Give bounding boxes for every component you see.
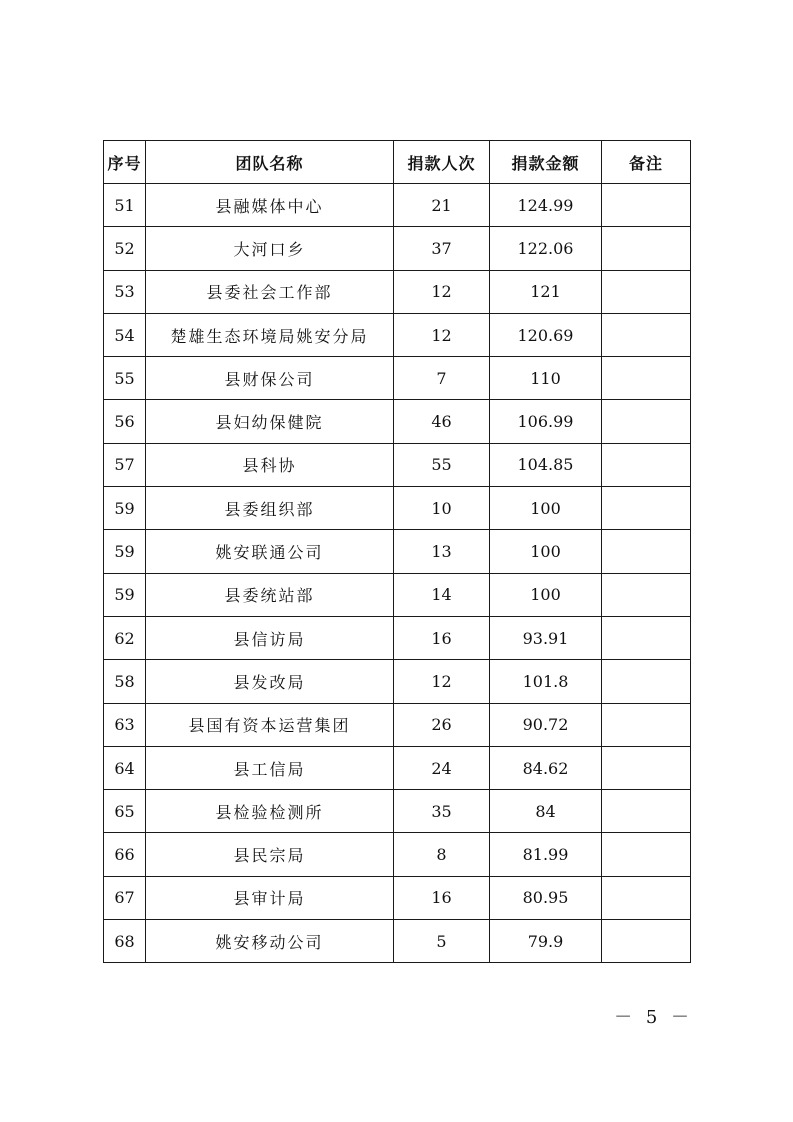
cell-no: 53: [104, 270, 146, 313]
table-row: [104, 443, 691, 486]
table-row: [104, 313, 691, 356]
cell-remarks: [602, 833, 691, 876]
cell-donation-amount: 84.62: [490, 746, 602, 789]
cell-donor-count: 16: [394, 616, 490, 659]
table-body: [104, 184, 691, 963]
cell-no: 64: [104, 746, 146, 789]
table-row: [104, 487, 691, 530]
cell-no: 65: [104, 790, 146, 833]
cell-donation-amount: 110: [490, 357, 602, 400]
cell-donor-count: 12: [394, 270, 490, 313]
table-row: [104, 746, 691, 789]
cell-no: 58: [104, 660, 146, 703]
cell-donor-count: 7: [394, 357, 490, 400]
table-row: [104, 920, 691, 963]
cell-team-name: 县信访局: [146, 616, 394, 659]
cell-team-name: 县财保公司: [146, 357, 394, 400]
cell-no: 63: [104, 703, 146, 746]
cell-donation-amount: 93.91: [490, 616, 602, 659]
cell-no: 68: [104, 920, 146, 963]
cell-no: 51: [104, 184, 146, 227]
cell-donation-amount: 81.99: [490, 833, 602, 876]
cell-remarks: [602, 746, 691, 789]
cell-remarks: [602, 270, 691, 313]
cell-remarks: [602, 616, 691, 659]
cell-no: 62: [104, 616, 146, 659]
page-number: － 5 －: [614, 1007, 693, 1028]
cell-team-name: 县民宗局: [146, 833, 394, 876]
cell-remarks: [602, 487, 691, 530]
table-row: [104, 357, 691, 400]
cell-team-name: 县委社会工作部: [146, 270, 394, 313]
cell-remarks: [602, 920, 691, 963]
cell-donation-amount: 80.95: [490, 876, 602, 919]
cell-remarks: [602, 357, 691, 400]
table-row: [104, 616, 691, 659]
cell-team-name: 大河口乡: [146, 227, 394, 270]
table-row: [104, 790, 691, 833]
cell-remarks: [602, 790, 691, 833]
cell-remarks: [602, 227, 691, 270]
table-row: [104, 530, 691, 573]
cell-remarks: [602, 573, 691, 616]
cell-donation-amount: 79.9: [490, 920, 602, 963]
cell-donation-amount: 106.99: [490, 400, 602, 443]
cell-donation-amount: 101.8: [490, 660, 602, 703]
table-row: [104, 660, 691, 703]
cell-donation-amount: 124.99: [490, 184, 602, 227]
cell-remarks: [602, 184, 691, 227]
donation-table: [103, 140, 691, 963]
table-row: [104, 184, 691, 227]
cell-team-name: 县妇幼保健院: [146, 400, 394, 443]
table-row: [104, 703, 691, 746]
cell-team-name: 县审计局: [146, 876, 394, 919]
cell-team-name: 县发改局: [146, 660, 394, 703]
cell-donor-count: 16: [394, 876, 490, 919]
table-row: [104, 270, 691, 313]
cell-team-name: 县检验检测所: [146, 790, 394, 833]
cell-donor-count: 13: [394, 530, 490, 573]
cell-donor-count: 14: [394, 573, 490, 616]
cell-no: 59: [104, 573, 146, 616]
cell-donor-count: 26: [394, 703, 490, 746]
cell-donation-amount: 100: [490, 573, 602, 616]
cell-no: 56: [104, 400, 146, 443]
cell-donation-amount: 120.69: [490, 313, 602, 356]
cell-donor-count: 46: [394, 400, 490, 443]
header-donation-amount: 捐款金额: [490, 141, 602, 184]
cell-remarks: [602, 660, 691, 703]
cell-donation-amount: 100: [490, 530, 602, 573]
cell-no: 66: [104, 833, 146, 876]
cell-donor-count: 35: [394, 790, 490, 833]
cell-no: 57: [104, 443, 146, 486]
header-remarks: 备注: [602, 141, 691, 184]
cell-donor-count: 37: [394, 227, 490, 270]
cell-donor-count: 5: [394, 920, 490, 963]
cell-remarks: [602, 400, 691, 443]
cell-donation-amount: 100: [490, 487, 602, 530]
cell-donation-amount: 121: [490, 270, 602, 313]
cell-team-name: 县科协: [146, 443, 394, 486]
cell-remarks: [602, 313, 691, 356]
table-row: [104, 833, 691, 876]
cell-team-name: 姚安联通公司: [146, 530, 394, 573]
cell-team-name: 县国有资本运营集团: [146, 703, 394, 746]
cell-donor-count: 55: [394, 443, 490, 486]
table-row: [104, 400, 691, 443]
header-team-name: 团队名称: [146, 141, 394, 184]
cell-donation-amount: 122.06: [490, 227, 602, 270]
cell-donor-count: 21: [394, 184, 490, 227]
cell-team-name: 楚雄生态环境局姚安分局: [146, 313, 394, 356]
header-donor-count: 捐款人次: [394, 141, 490, 184]
cell-remarks: [602, 876, 691, 919]
header-no: 序号: [104, 141, 146, 184]
cell-no: 59: [104, 530, 146, 573]
cell-donor-count: 24: [394, 746, 490, 789]
cell-no: 52: [104, 227, 146, 270]
cell-team-name: 县委统站部: [146, 573, 394, 616]
cell-no: 59: [104, 487, 146, 530]
cell-donor-count: 12: [394, 313, 490, 356]
cell-remarks: [602, 443, 691, 486]
cell-donation-amount: 104.85: [490, 443, 602, 486]
cell-remarks: [602, 703, 691, 746]
cell-no: 55: [104, 357, 146, 400]
cell-donor-count: 12: [394, 660, 490, 703]
table-header-row: [104, 141, 691, 184]
table-row: [104, 573, 691, 616]
cell-team-name: 姚安移动公司: [146, 920, 394, 963]
cell-donation-amount: 90.72: [490, 703, 602, 746]
cell-donation-amount: 84: [490, 790, 602, 833]
cell-no: 54: [104, 313, 146, 356]
cell-team-name: 县融媒体中心: [146, 184, 394, 227]
cell-donor-count: 10: [394, 487, 490, 530]
table-row: [104, 227, 691, 270]
cell-donor-count: 8: [394, 833, 490, 876]
table-row: [104, 876, 691, 919]
cell-team-name: 县工信局: [146, 746, 394, 789]
cell-remarks: [602, 530, 691, 573]
cell-team-name: 县委组织部: [146, 487, 394, 530]
cell-no: 67: [104, 876, 146, 919]
